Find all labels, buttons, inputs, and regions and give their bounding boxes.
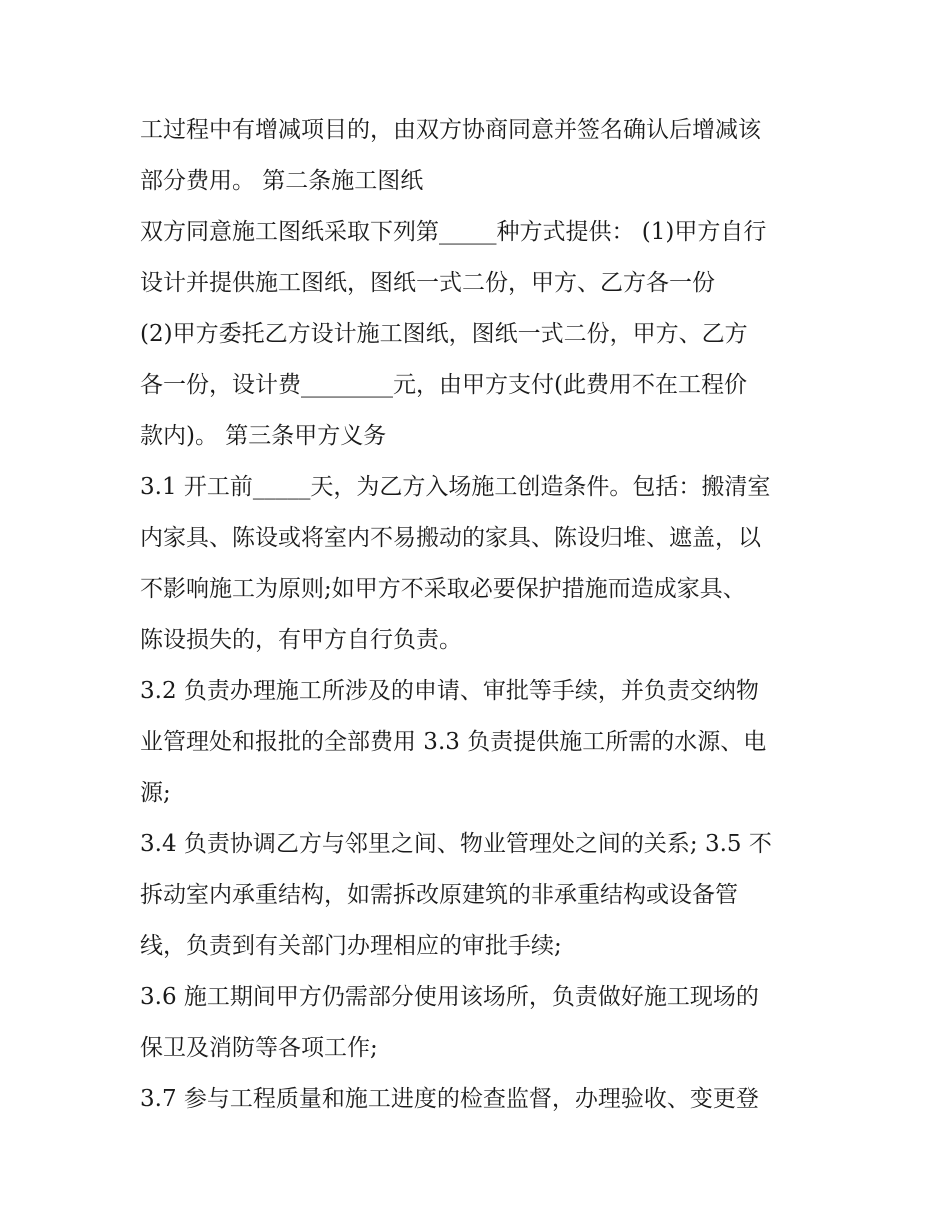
text-line-20: 3.7 参与工程质量和施工进度的检查监督，办理验收、变更登 [140,1086,759,1112]
text-line-19: 保卫及消防等各项工作; [140,1035,378,1061]
text-line-15: 3.4 负责协调乙方与邻里之间、物业管理处之间的关系; 3.5 不 [140,831,772,857]
text-line-9: 内家具、陈设或将室内不易搬动的家具、陈设归堆、遮盖，以 [140,525,761,551]
text-line-16: 拆动室内承重结构，如需拆改原建筑的非承重结构或设备管 [140,882,738,908]
text-line-11: 陈设损失的，有甲方自行负责。 [140,627,462,653]
text-line-13: 业管理处和报批的全部费用 3.3 负责提供施工所需的水源、电 [140,729,767,755]
text-line-4: 设计并提供施工图纸，图纸一式二份，甲方、乙方各一份 [140,270,715,296]
text-line-10: 不影响施工为原则;如甲方不采取必要保护措施而造成家具、 [140,576,746,602]
contract-text-body [140,105,820,1125]
text-line-7: 款内)。 第三条甲方义务 [140,423,387,449]
text-line-18: 3.6 施工期间甲方仍需部分使用该场所，负责做好施工现场的 [140,984,759,1010]
text-line-2: 部分费用。 第二条施工图纸 [140,168,424,194]
text-line-5: (2)甲方委托乙方设计施工图纸，图纸一式二份，甲方、乙方 [140,321,748,347]
text-line-12: 3.2 负责办理施工所涉及的申请、审批等手续，并负责交纳物 [140,678,759,704]
text-line-17: 线，负责到有关部门办理相应的审批手续; [140,933,562,959]
text-line-6: 各一份，设计费________元，由甲方支付(此费用不在工程价 [140,372,747,398]
text-line-3: 双方同意施工图纸采取下列第_____种方式提供： (1)甲方自行 [140,219,767,245]
text-line-8: 3.1 开工前_____天，为乙方入场施工创造条件。包括：搬清室 [140,474,771,500]
text-line-14: 源; [140,780,171,806]
text-line-1: 工过程中有增减项目的，由双方协商同意并签名确认后增减该 [140,117,761,143]
